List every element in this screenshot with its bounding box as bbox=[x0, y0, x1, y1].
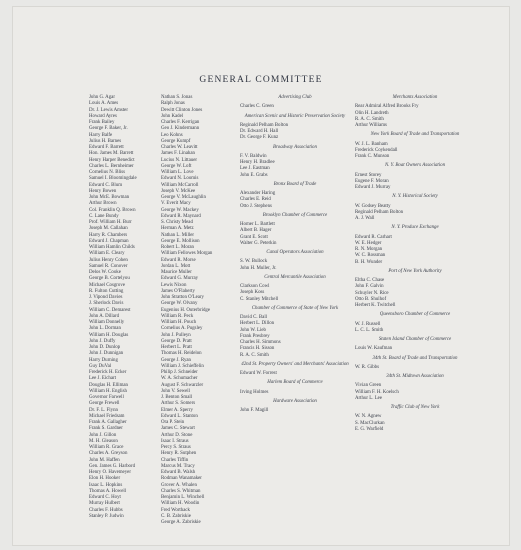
member-name: John Stratton O'Leary bbox=[161, 295, 204, 300]
member-name: Fred Worthack bbox=[161, 507, 190, 513]
member-name: C. Lane Bundy bbox=[89, 213, 119, 219]
member-name: Rear Admiral Alfred Brooks Fry bbox=[355, 104, 419, 110]
association-heading: 42nd St. Property Owners' and Merchants' Association bbox=[241, 361, 349, 367]
member-name: William C. Demarest bbox=[89, 307, 131, 313]
member-name: W. C. Rossman bbox=[355, 253, 386, 259]
member-name: John H. Muller, Jr. bbox=[240, 265, 277, 271]
member-name: W. Godsey Beatty bbox=[355, 203, 391, 209]
member-name: Frank Presbrey bbox=[240, 333, 270, 339]
member-name: Julius H. Barnes bbox=[89, 138, 122, 144]
member-name: Elmer A. Sperry bbox=[161, 407, 193, 413]
member-name: V. Everit Macy bbox=[161, 201, 191, 207]
member-name: Arthur S. Somers bbox=[161, 401, 196, 407]
member-name: Philip J. Schneider bbox=[161, 370, 198, 375]
member-name: Charles L. Bernheimer bbox=[89, 163, 134, 169]
member-name: Charles E. Reid bbox=[240, 197, 271, 203]
association-heading: N. Y. Boat Owners Association bbox=[384, 163, 446, 169]
member-name: Samuel I. Bloomingdale bbox=[89, 176, 137, 182]
member-name: Charles S. Whitman bbox=[161, 488, 201, 494]
member-name: William L. Love bbox=[161, 170, 194, 175]
member-name: Edward G. Murray bbox=[161, 276, 199, 282]
member-name: Vivian Green bbox=[355, 383, 382, 389]
member-name: Thomas A. Howell bbox=[89, 488, 127, 494]
member-name: Otto J. Stephens bbox=[240, 203, 272, 209]
member-name: Albert B. Hager bbox=[240, 228, 272, 234]
association-heading: Bronx Board of Trade bbox=[273, 181, 317, 187]
member-name: Edward F. Barrett bbox=[89, 145, 124, 150]
member-name: Gen. James G. Harbord bbox=[89, 463, 136, 469]
member-name: Leo Kohns bbox=[161, 132, 183, 138]
member-name: Ora P. Stein bbox=[161, 420, 185, 425]
member-name: Edward L. Stanton bbox=[161, 413, 198, 419]
member-name: Edward W. Forrest bbox=[240, 371, 277, 376]
association-heading: Staten Island Chamber of Commerce bbox=[378, 337, 452, 342]
member-name: John V. Sewell bbox=[161, 388, 191, 394]
member-name: E. G. Warfield bbox=[355, 426, 384, 432]
member-name: Stanley P. Judwin bbox=[89, 513, 124, 519]
member-name: Dr. J. Lewis Amster bbox=[89, 107, 128, 113]
member-name: John E. Grabs bbox=[240, 172, 268, 178]
member-name: Charles F. Kerrigan bbox=[161, 120, 200, 125]
member-name: George W. Olvany bbox=[161, 301, 198, 307]
member-name: James O'Flaherty bbox=[161, 288, 195, 294]
member-name: Walter G. Peterkin bbox=[240, 240, 277, 246]
member-name: John A. Dillard bbox=[89, 313, 120, 319]
member-name: Hon. James M. Barrett bbox=[89, 151, 134, 157]
association-heading: Broadway Association bbox=[273, 144, 317, 150]
member-name: W. A. Schumacher bbox=[161, 376, 198, 382]
member-name: Benjamin L. Winchell bbox=[161, 495, 205, 500]
member-name: Maurice Muller bbox=[161, 270, 192, 275]
member-name: Edward C. Blum bbox=[89, 182, 123, 188]
member-name: Harry Balfe bbox=[89, 132, 113, 138]
association-heading: N. Y. Produce Exchange bbox=[391, 225, 439, 231]
member-name: R. N. Morgan bbox=[355, 247, 383, 252]
member-name: R. Fulton Cutting bbox=[89, 288, 124, 294]
association-heading: Merchants Association bbox=[392, 95, 438, 100]
member-name: George Kumpf bbox=[161, 138, 191, 144]
member-name: A. J. Wall bbox=[355, 216, 375, 221]
member-name: Frank Bailey bbox=[89, 120, 115, 125]
association-heading: Harlem Board of Commerce bbox=[267, 380, 323, 386]
members-column-2 bbox=[161, 95, 212, 526]
member-name: Henry Harper Benedict bbox=[89, 157, 135, 163]
member-name: Joseph V. McKee bbox=[161, 188, 196, 194]
member-name: L. C. L. Smith bbox=[355, 327, 384, 333]
member-name: Eugene F. Moran bbox=[355, 178, 389, 184]
member-name: Julius Henry Cohen bbox=[89, 257, 128, 263]
member-name: Reginald Pelham Bolton bbox=[240, 122, 289, 128]
member-name: Lewis Nixon bbox=[161, 282, 187, 288]
member-name: C. Stanley Mitchell bbox=[240, 296, 279, 302]
association-heading: 34th St. Midtown Association bbox=[386, 374, 444, 379]
member-name: John J. Pulleyn bbox=[161, 332, 191, 338]
member-name: Henry H. Bradlee bbox=[240, 160, 275, 165]
member-name: Grover A. Whalen bbox=[161, 482, 197, 488]
member-name: William Donnelly bbox=[89, 320, 125, 325]
member-name: John F. Magill bbox=[240, 408, 269, 413]
member-name: Charles A. Greyson bbox=[89, 451, 128, 457]
member-name: William R. Peck bbox=[161, 313, 194, 319]
member-name: John J. Gillon bbox=[89, 432, 117, 438]
member-name: Jordan L. Mott bbox=[161, 263, 191, 269]
association-heading: 34th St. Board of Trade and Transportation bbox=[372, 355, 458, 361]
member-name: Edward J. Murray bbox=[355, 185, 391, 190]
member-name: Harry R. Chambers bbox=[89, 232, 128, 238]
member-name: John D. Dunlop bbox=[89, 345, 121, 350]
member-name: Lucius N. Littauer bbox=[161, 157, 197, 163]
member-name: Dr. F. L. Flynn bbox=[89, 407, 118, 413]
member-name: Herbert K. Twitchell bbox=[355, 303, 396, 308]
member-name: Arthur Williams bbox=[355, 123, 387, 128]
member-name: John M. Haffen bbox=[89, 457, 120, 463]
association-heading: Advertising Club bbox=[278, 95, 312, 100]
page-title: GENERAL COMMITTEE bbox=[199, 75, 323, 85]
member-name: Murray Hulbert bbox=[89, 501, 120, 507]
member-name: John J. Dunnigan bbox=[89, 351, 124, 357]
member-name: Henry R. Sutphen bbox=[161, 451, 197, 457]
member-name: Edward N. Loomis bbox=[161, 176, 199, 182]
association-heading: Traffic Club of New York bbox=[390, 405, 440, 410]
association-heading: Port of New York Authority bbox=[388, 268, 442, 274]
member-name: J. Sherlock Davis bbox=[89, 301, 124, 307]
member-name: Ernest Storey bbox=[355, 172, 382, 178]
member-name: Dr. George F. Kunz bbox=[240, 135, 279, 141]
member-name: Homer L. Bartlett bbox=[240, 222, 275, 227]
member-name: S. W. Bullock bbox=[240, 259, 268, 265]
member-name: Michael Friedsam bbox=[89, 413, 125, 419]
member-name: Herman A. Metz bbox=[161, 226, 194, 232]
association-heading: Queensboro Chamber of Commerce bbox=[379, 312, 451, 318]
association-heading: American Scenic and Historic Preservation Society bbox=[244, 113, 346, 119]
member-name: Arthur L. Lee bbox=[355, 395, 383, 401]
member-name: Isaac I. Straus bbox=[161, 438, 189, 444]
member-name: Prof. William H. Burr bbox=[89, 220, 132, 225]
member-name: R. A. C. Smith bbox=[355, 116, 384, 122]
member-name: Governor Farwell bbox=[89, 395, 124, 400]
member-name: Elon H. Hooker bbox=[89, 476, 121, 482]
member-name: S. MacClurkan bbox=[355, 420, 385, 426]
member-name: William Hamlin Childs bbox=[89, 245, 135, 250]
association-heading: Hardware Association bbox=[273, 398, 317, 404]
member-name: Henry O. Havemeyer bbox=[89, 470, 131, 475]
member-name: Charles F. Hubbs bbox=[89, 507, 123, 513]
member-name: Herbert L. Pratt bbox=[161, 345, 192, 350]
member-name: David C. Ball bbox=[240, 315, 268, 320]
member-name: Louis W. Kaufman bbox=[355, 346, 393, 352]
member-name: George D. Pratt bbox=[161, 338, 192, 344]
member-name: John J. Duffy bbox=[89, 338, 116, 344]
association-heading: Canal Operators Association bbox=[266, 250, 324, 255]
member-name: Frederick H. Ecker bbox=[89, 370, 127, 375]
member-name: Douglas H. Elliman bbox=[89, 382, 128, 388]
member-name: Reginald Pelham Bolton bbox=[355, 209, 404, 215]
member-name: Eugenius H. Outerbridge bbox=[161, 307, 211, 313]
member-name: George V. McLaughlin bbox=[161, 195, 206, 200]
member-name: John G. Agar bbox=[89, 95, 115, 100]
member-name: George E. Mollison bbox=[161, 238, 200, 244]
member-name: William H. Pouch bbox=[161, 320, 197, 325]
member-name: George F. Baker, Jr. bbox=[89, 126, 128, 132]
member-name: Eltha C. Chase bbox=[355, 278, 385, 283]
document-page bbox=[12, 6, 510, 546]
member-name: W. N. Agnew bbox=[355, 414, 382, 420]
member-name: John F. Galvin bbox=[355, 284, 384, 290]
association-heading: New York Board of Trade and Transportation bbox=[370, 132, 460, 138]
member-name: Nathan S. Jonas bbox=[161, 95, 193, 100]
associations-column-2 bbox=[355, 95, 475, 433]
association-heading: Brooklyn Chamber of Commerce bbox=[262, 212, 328, 218]
member-name: J. Vipond Davies bbox=[89, 295, 123, 300]
member-name: W. R. Gibbs bbox=[355, 364, 380, 370]
member-name: George W. Loft bbox=[161, 163, 192, 169]
member-name: William H. Woodin bbox=[161, 501, 200, 507]
member-name: B. H. Wunder bbox=[355, 259, 383, 265]
member-name: Dr. Edward H. Hall bbox=[240, 129, 279, 134]
member-name: W. J. Russell bbox=[355, 321, 381, 327]
member-name: Michael Cosgrove bbox=[89, 282, 125, 288]
member-name: C. B. Zabriskie bbox=[161, 513, 191, 519]
member-name: Robert L. Moran bbox=[161, 245, 195, 250]
member-name: Frank C. Munson bbox=[355, 154, 390, 159]
member-name: William J. Schieffelin bbox=[161, 363, 204, 369]
member-name: F. V. Baldwin bbox=[240, 153, 267, 159]
member-name: Geo J. Kindermann bbox=[161, 126, 200, 132]
member-name: John W. Lieb bbox=[240, 327, 266, 333]
member-name: Edward R. Morse bbox=[161, 257, 196, 263]
member-name: W. J. L. Banham bbox=[355, 141, 388, 147]
member-name: Irving Holmes bbox=[240, 389, 269, 395]
member-name: S. Christy Mead bbox=[161, 220, 193, 225]
member-name: Isaac L. Hopkins bbox=[89, 482, 123, 488]
member-name: Joseph Koss bbox=[240, 290, 265, 296]
member-name: William Fellowes Morgan bbox=[161, 251, 213, 257]
association-heading: Chamber of Commerce of State of New York bbox=[251, 305, 339, 311]
member-name: Grant E. Scott bbox=[240, 234, 268, 240]
members-column-1 bbox=[89, 95, 137, 520]
member-name: Edward R. Maynard bbox=[161, 213, 201, 219]
member-name: Herbert L. Dillon bbox=[240, 321, 275, 327]
member-name: Edward B. Walsh bbox=[161, 470, 196, 475]
member-name: George W. Mackey bbox=[161, 207, 199, 213]
member-name: James C. Stewart bbox=[161, 426, 195, 432]
member-name: Samuel R. Conover bbox=[89, 263, 128, 269]
member-name: Harry Durning bbox=[89, 357, 118, 363]
member-name: William H. English bbox=[89, 388, 127, 394]
member-name: Joseph M. Callahan bbox=[89, 226, 128, 232]
member-name: Edward R. Carhart bbox=[355, 234, 392, 240]
member-name: Clarkson Cowl bbox=[240, 284, 270, 289]
member-name: Frank S. Gardner bbox=[89, 426, 123, 432]
member-name: Charles H. Simmons bbox=[240, 340, 281, 345]
member-name: Frank A. Gallagher bbox=[89, 420, 127, 425]
member-name: Marcus M. Tracy bbox=[161, 463, 195, 469]
member-name: Ralph Jonas bbox=[161, 101, 185, 107]
member-name: Percy S. Straus bbox=[161, 445, 191, 450]
member-name: R. A. C. Smith bbox=[240, 352, 269, 358]
member-name: Delos W. Cooke bbox=[89, 270, 121, 275]
member-name: Frederick Coykendall bbox=[355, 147, 398, 153]
member-name: Francis H. Sisson bbox=[240, 346, 275, 352]
member-name: August F. Schwarzler bbox=[161, 382, 204, 388]
member-name: Otto B. Shulhof bbox=[355, 296, 387, 302]
member-name: George Frewell bbox=[89, 401, 120, 407]
member-name: George A. Zabriskie bbox=[161, 520, 201, 525]
member-name: Cornelius A. Pugsley bbox=[161, 326, 203, 332]
member-name: John L. Dorman bbox=[89, 326, 121, 332]
member-name: Lee J. Eastman bbox=[240, 166, 270, 172]
member-name: M. H. Gleason bbox=[89, 438, 118, 444]
association-heading: Central Mercantile Association bbox=[264, 274, 326, 280]
member-name: Schuyler N. Rice bbox=[355, 290, 389, 296]
member-name: Dewitt Clinton Jones bbox=[161, 107, 203, 113]
member-name: Charles Tiffin bbox=[161, 457, 189, 463]
member-name: Charles C. Green bbox=[240, 104, 274, 110]
member-name: J. Benton Small bbox=[161, 395, 193, 400]
member-name: Cornelius N. Bliss bbox=[89, 170, 126, 175]
member-name: Nathan L. Miller bbox=[161, 232, 195, 238]
member-name: Arthur Brown bbox=[89, 201, 117, 207]
member-name: William E. Cleary bbox=[89, 251, 125, 257]
associations-column-1 bbox=[240, 95, 350, 414]
association-heading: N. Y. Historical Society bbox=[392, 194, 438, 200]
member-name: W. E. Hedger bbox=[355, 240, 382, 246]
member-name: Col. Franklin Q. Brown bbox=[89, 207, 136, 213]
member-name: William McCarroll bbox=[161, 182, 199, 188]
member-name: Alexander Haring bbox=[240, 191, 276, 196]
member-name: Thomas H. Reidelon bbox=[161, 351, 202, 357]
member-name: Olin H. Landreth bbox=[355, 110, 389, 116]
member-name: James F. Linahan bbox=[161, 151, 195, 157]
member-name: John McE. Bowman bbox=[89, 195, 130, 200]
member-name: Charles W. Leavitt bbox=[161, 145, 198, 150]
member-name: Louis A. Ames bbox=[89, 101, 119, 107]
member-name: Edward C. Hoyt bbox=[89, 495, 121, 500]
member-name: John Kadel bbox=[161, 113, 184, 119]
member-name: Howard Ayres bbox=[89, 113, 117, 119]
member-name: George B. Cortelyou bbox=[89, 276, 130, 282]
member-name: Arthur D. Stone bbox=[161, 432, 193, 438]
member-name: Edward J. Chapman bbox=[89, 238, 129, 244]
member-name: George J. Ryan bbox=[161, 357, 192, 363]
member-name: William H. Douglas bbox=[89, 332, 129, 338]
member-name: Rodman Wanamaker bbox=[161, 476, 202, 482]
member-name: Henry Bowen bbox=[89, 188, 117, 194]
member-name: Guy DuVal bbox=[89, 363, 112, 369]
member-name: William F. H. Koelsch bbox=[355, 389, 399, 395]
member-name: William R. Grace bbox=[89, 445, 124, 450]
member-name: Lee J. Eichart bbox=[89, 376, 117, 382]
